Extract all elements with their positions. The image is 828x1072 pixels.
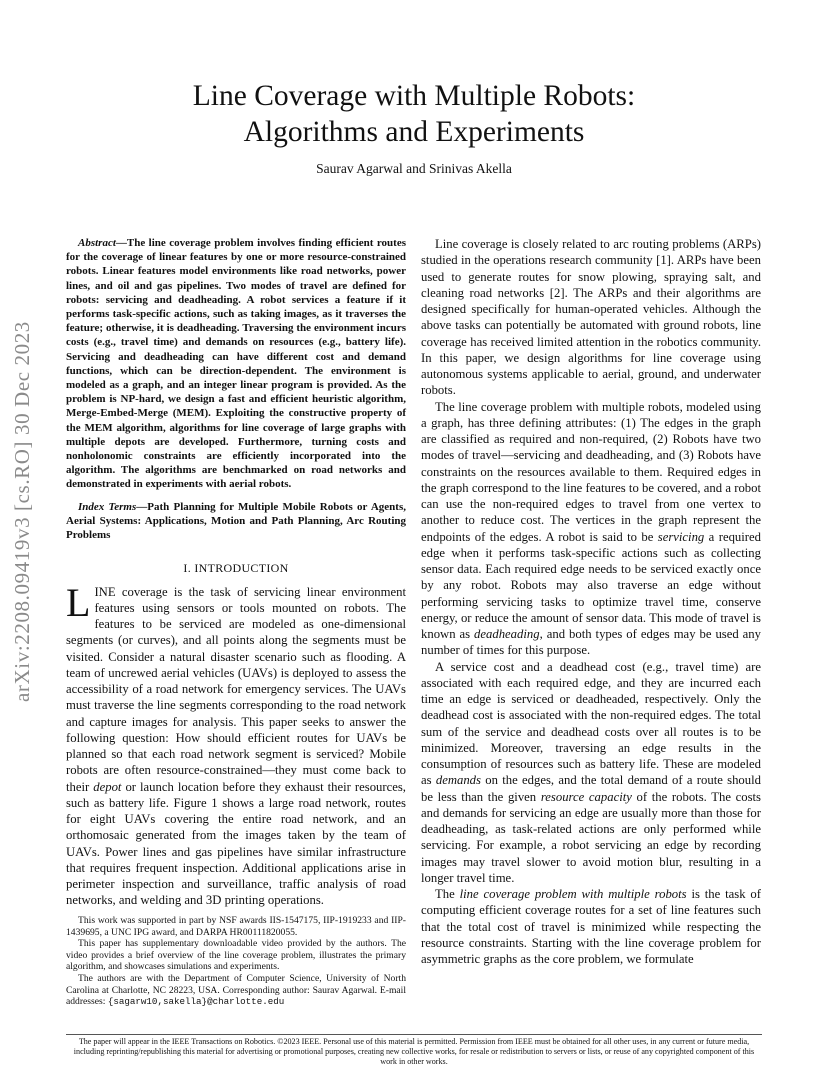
intro-p3-text-c: , and both types of edges may be used any number of times for this purpose. [421,627,761,658]
intro-p4-text-a: A service cost and a deadhead cost (e.g., travel time) are associated with each required edge, and they are incurred each time an edge is serviced or deadheaded, respectively. Only the deadhead cost is associated with the non-required edges. The total sum of the service and deadhead costs over all routes is to be minimized. Moreover, traversing an edge results in the consumption of resources such as battery life. These are modeled as [421,659,761,788]
index-terms-text: —Path Planning for Multiple Mobile Robots or Agents, Aerial Systems: Applications, Motion and Path Planning, Arc Routing Problems [66,500,406,542]
intro-p5-emphasis: line coverage problem with multiple robots [459,887,687,901]
intro-paragraph-2: Line coverage is closely related to arc routing problems (ARPs) studied in the operations research community [1]. ARPs have been used to generate routes for snow plowing, spraying salt, and cleaning road networks [2]. The ARPs and their algorithms are designed specifically for human-operated vehicles. Although the above tasks can potentially be automated with ground robots, line coverage has received limited attention in the robotics community. In this paper, we design algorithms for line coverage using autonomous systems applicable to aerial, ground, and underwater robots. [421,237,761,398]
section-heading-introduction: I. INTRODUCTION [183,561,289,576]
footer-divider [66,1034,762,1035]
author-email[interactable]: {sagarw10,sakella}@charlotte.edu [107,996,285,1008]
paper-title [60,78,768,150]
intro-p3-emphasis-deadheading: deadheading [474,627,540,641]
intro-paragraph-5 [421,886,761,967]
intro-p3-emphasis-servicing: servicing [657,529,705,544]
intro-p4-text-c: of the robots. The costs and demands for servicing an edge are usually more than those for deadheading, as task-related actions are only performed while servicing. For example, a robot servicing an edge by recording images may travel slower to avoid motion blur, resulting in a longer travel time. [421,789,761,885]
intro-p1-text-a: INE coverage is the task of servicing linear environment features using sensors or tools mounted on robots. The features to be serviced are modeled as one-dimensional segments (or curves), and all points along the segments must be visited. Consider a natural disaster scenario such as flooding. A team of uncrewed aerial vehicles (UAVs) is deployed to assess the accessibility of a road network for emergency services. The UAVs must traverse the line segments corresponding to the road network and capture images for analysis. This paper seeks to answer the following question: How should efficient routes for UAVs be planned so that each road network segment is serviced? Mobile robots are often resource-constrained—they must come back to their [66,584,406,794]
footnote-funding: This work was supported in part by NSF awards IIS-1547175, IIP-1919233 and IIP-1439695, a UNC IPG award, and DARPA HR00111820055. [66,915,406,938]
index-terms-lead: Index Terms [78,500,137,513]
author-list: Saurav Agarwal and Srinivas Akella [316,161,512,176]
title-line-1: Line Coverage with Multiple Robots: [192,80,636,112]
intro-p1-emphasis: depot [93,779,122,794]
right-column [421,220,761,967]
intro-p4-emphasis-demands: demands [435,773,481,788]
arxiv-identifier: arXiv:2208.09419v3 [cs.RO] 30 Dec 2023 [10,321,34,702]
intro-p1-text-b: or launch location before they exhaust their resources, such as battery life. Figure 1 shows a large road network, routes for eight UAVs covering the entire road network, and an orthomosaic generated from the images taken by the team of UAVs. Power lines and gas pipelines have similar infrastructure that requires frequent inspection. Additional applications arise in perimeter inspection and surveillance, traffic analysis of road networks, and welding and 3D printing operations. [66,779,406,908]
intro-paragraph-4 [421,659,761,887]
footnotes [66,915,406,1008]
footnote-video: This paper has supplementary downloadable video provided by the authors. The video provides a brief overview of the line coverage problem, illustrates the primary algorithm, and showcases simulations and experiments. [66,938,406,973]
intro-p3-text-b: a required edge when it performs task-specific actions such as collecting sensor data. Each required edge needs to be serviced exactly once by any robot. Robots may also traverse an edge without performing servicing tasks to optimize travel time, conserve energy, or reduce the amount of sensor data. This mode of travel is known as [421,529,761,641]
abstract-text: —The line coverage problem involves finding efficient routes for the coverage of linear features by one or more resource-constrained robots. Linear features model environments like road networks, power lines, and oil and gas pipelines. Two modes of travel are defined for robots: servicing and deadheading. A robot services a feature if it performs task-specific actions, such as taking images, as it traverses the feature; otherwise, it is deadheading. Traversing the environment incurs costs (e.g., travel time) and demands on resources (e.g., battery life). Servicing and deadheading can have different cost and demand functions, which can be direction-dependent. The environment is modeled as a graph, and an integer linear program is provided. As the problem is NP-hard, we design a fast and efficient heuristic algorithm, Merge-Embed-Merge (MEM). Exploiting the constructive property of the MEM algorithm, algorithms for line coverage of large graphs with multiple depots are developed. Furthermore, turning costs and nonholonomic constraints are efficiently incorporated into the algorithm. The algorithms are benchmarked on road networks and demonstrated in experiments with aerial robots. [66,237,406,491]
left-column [66,236,406,909]
index-terms [66,500,406,543]
intro-p4-emphasis-resource-capacity: resource capacity [540,789,632,804]
intro-p5-text-b: is the task of computing efficient coverage routes for a set of line features such that the total cost of travel is minimized while respecting the resource constraints. Starting with the line coverage problem for asymmetric graphs as the core problem, we formulate [421,887,761,966]
intro-p3-text-a: The line coverage problem with multiple robots, modeled using a graph, has three defining attributes: (1) The edges in the graph are classified as required and non-required, (2) Robots have two modes of travel—servicing and deadheading, and (3) Robots have constraints on the resources available to them. Required edges in the graph correspond to the line features to be covered, and a robot can use the non-required edges to travel from one vertex to another to reduce cost. The vertices in the graph represent the endpoints of the edges. A robot is said to be [421,399,761,544]
footnote-affiliation [66,973,406,1008]
abstract-lead: Abstract [78,237,116,249]
copyright-footer: The paper will appear in the IEEE Transactions on Robotics. ©2023 IEEE. Personal use of this material is permitted. Permission from IEEE must be obtained for all other uses, in any current or future media, including reprinting/republishing this material for advertising or promotional purposes, creating new collective works, for resale or redistribution to servers or lists, or reuse of any copyrighted component of this work in other works. [73,1037,755,1066]
abstract [66,236,406,492]
intro-p4-text-b: on the edges, and the total demand of a route should be less than the given [421,773,761,804]
footnote-affiliation-text: The authors are with the Department of Computer Science, University of North Carolina at Charlotte, NC 28223, USA. Corresponding author: Saurav Agarwal. E-mail addresses: [66,972,406,1008]
title-line-2: Algorithms and Experiments [243,116,585,148]
intro-paragraph-1 [66,579,406,909]
intro-paragraph-3 [421,399,761,659]
drop-cap: L [66,579,91,625]
intro-p5-text-a: The [435,887,460,901]
